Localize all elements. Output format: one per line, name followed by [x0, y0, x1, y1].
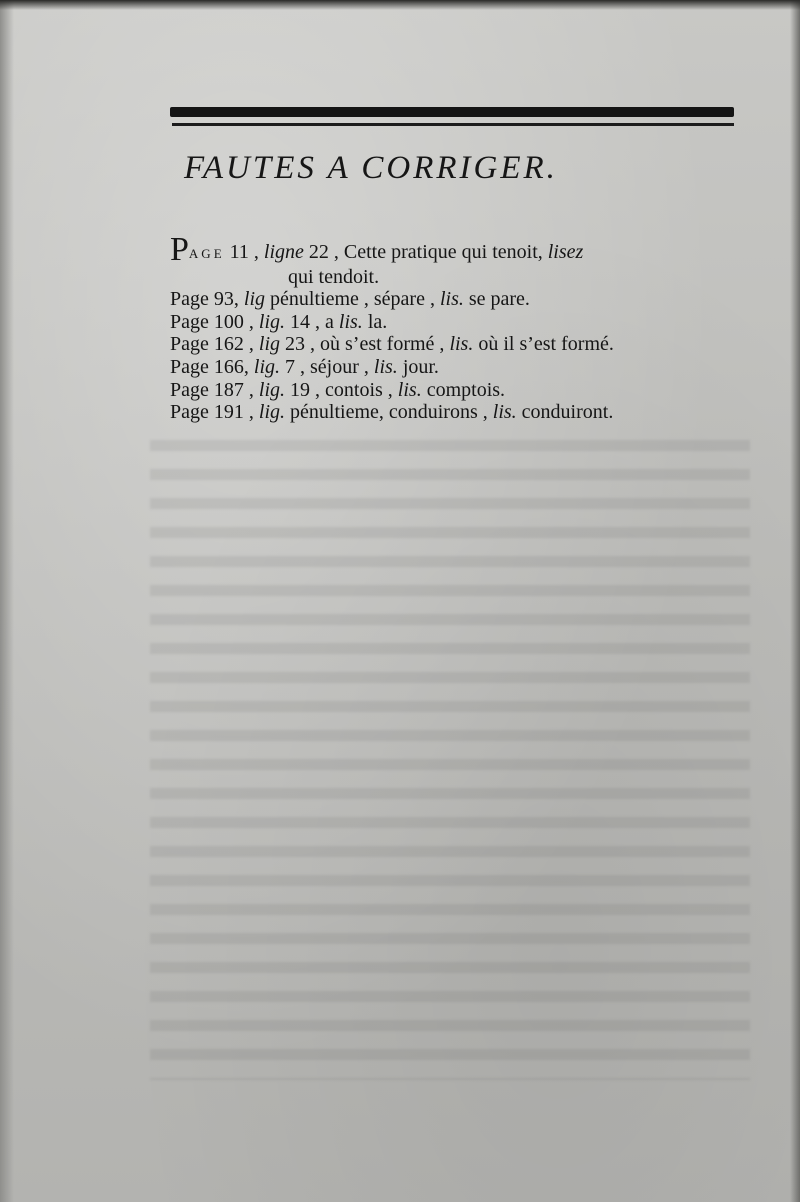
errata-entry-7 — [170, 401, 770, 424]
page-number: 11 — [229, 241, 249, 263]
separator: , — [333, 241, 339, 263]
lig-label: lig — [243, 288, 266, 311]
lig-label: lig — [258, 333, 281, 356]
lis-label: lis. — [449, 333, 474, 356]
page-ref: Page 93, — [170, 288, 239, 311]
lig-label: lig. — [253, 355, 281, 378]
line-position: pénultieme , — [270, 288, 369, 311]
correction-text: conduiront. — [521, 401, 614, 424]
separator: , — [537, 241, 543, 263]
correction-text: comptois. — [426, 378, 506, 401]
errata-list — [170, 231, 770, 424]
errata-entry-5 — [170, 356, 770, 379]
errata-entry-1 — [170, 231, 770, 268]
page-ref: Page 100 , — [170, 310, 254, 333]
error-text: séjour , — [310, 355, 369, 378]
error-text: sépare , — [373, 288, 435, 311]
lis-label: lis. — [492, 401, 517, 424]
line-number: 22 — [308, 241, 329, 263]
drop-cap: P — [170, 231, 189, 268]
header-rule-thick — [170, 107, 734, 117]
errata-entry-6 — [170, 379, 770, 402]
page-left-shadow — [0, 0, 14, 1202]
lis-label: lis. — [338, 310, 363, 333]
errata-entry-2 — [170, 288, 770, 311]
page-right-shadow — [790, 0, 800, 1202]
correction-text: se pare. — [468, 288, 530, 311]
error-text: où s’est formé , — [320, 333, 445, 356]
lig-label: lig. — [258, 310, 286, 333]
lig-label: lig. — [258, 378, 286, 401]
lig-label: lig. — [258, 401, 286, 424]
page-ref: Page 191 , — [170, 401, 254, 424]
page-top-shadow — [0, 0, 800, 10]
line-position: 23 , — [285, 333, 316, 356]
error-text: conduirons , — [388, 401, 488, 424]
errata-entry-3 — [170, 311, 770, 334]
page-ref: Page 187 , — [170, 378, 254, 401]
correction-text: la. — [367, 310, 388, 333]
line-position: 19 , — [290, 378, 321, 401]
page-label: AGE — [188, 246, 225, 261]
error-text: contois , — [325, 378, 393, 401]
bleed-through-texture — [150, 440, 750, 1080]
lis-label: lis. — [397, 378, 422, 401]
error-text: Cette pratique qui tenoit — [343, 241, 538, 263]
page-title: FAUTES A CORRIGER. — [184, 150, 558, 186]
separator: , — [253, 241, 259, 263]
line-position: 7 , — [285, 355, 306, 378]
line-position: pénultieme, — [290, 401, 384, 424]
page-ref: Page 166, — [170, 355, 249, 378]
correction-text: où il s’est formé. — [478, 333, 614, 356]
ligne-label: ligne — [263, 241, 304, 263]
correction-text: jour. — [402, 355, 439, 378]
errata-entry-4 — [170, 333, 770, 356]
line-position: 14 , — [290, 310, 321, 333]
lis-label: lis. — [439, 288, 464, 311]
lis-label: lis. — [373, 355, 398, 378]
error-text: a — [325, 310, 334, 333]
lisez-label: lisez — [547, 241, 584, 263]
errata-entry-1-continuation: qui tendoit. — [288, 265, 380, 288]
page-ref: Page 162 , — [170, 333, 254, 356]
header-rule-thin — [172, 123, 734, 126]
